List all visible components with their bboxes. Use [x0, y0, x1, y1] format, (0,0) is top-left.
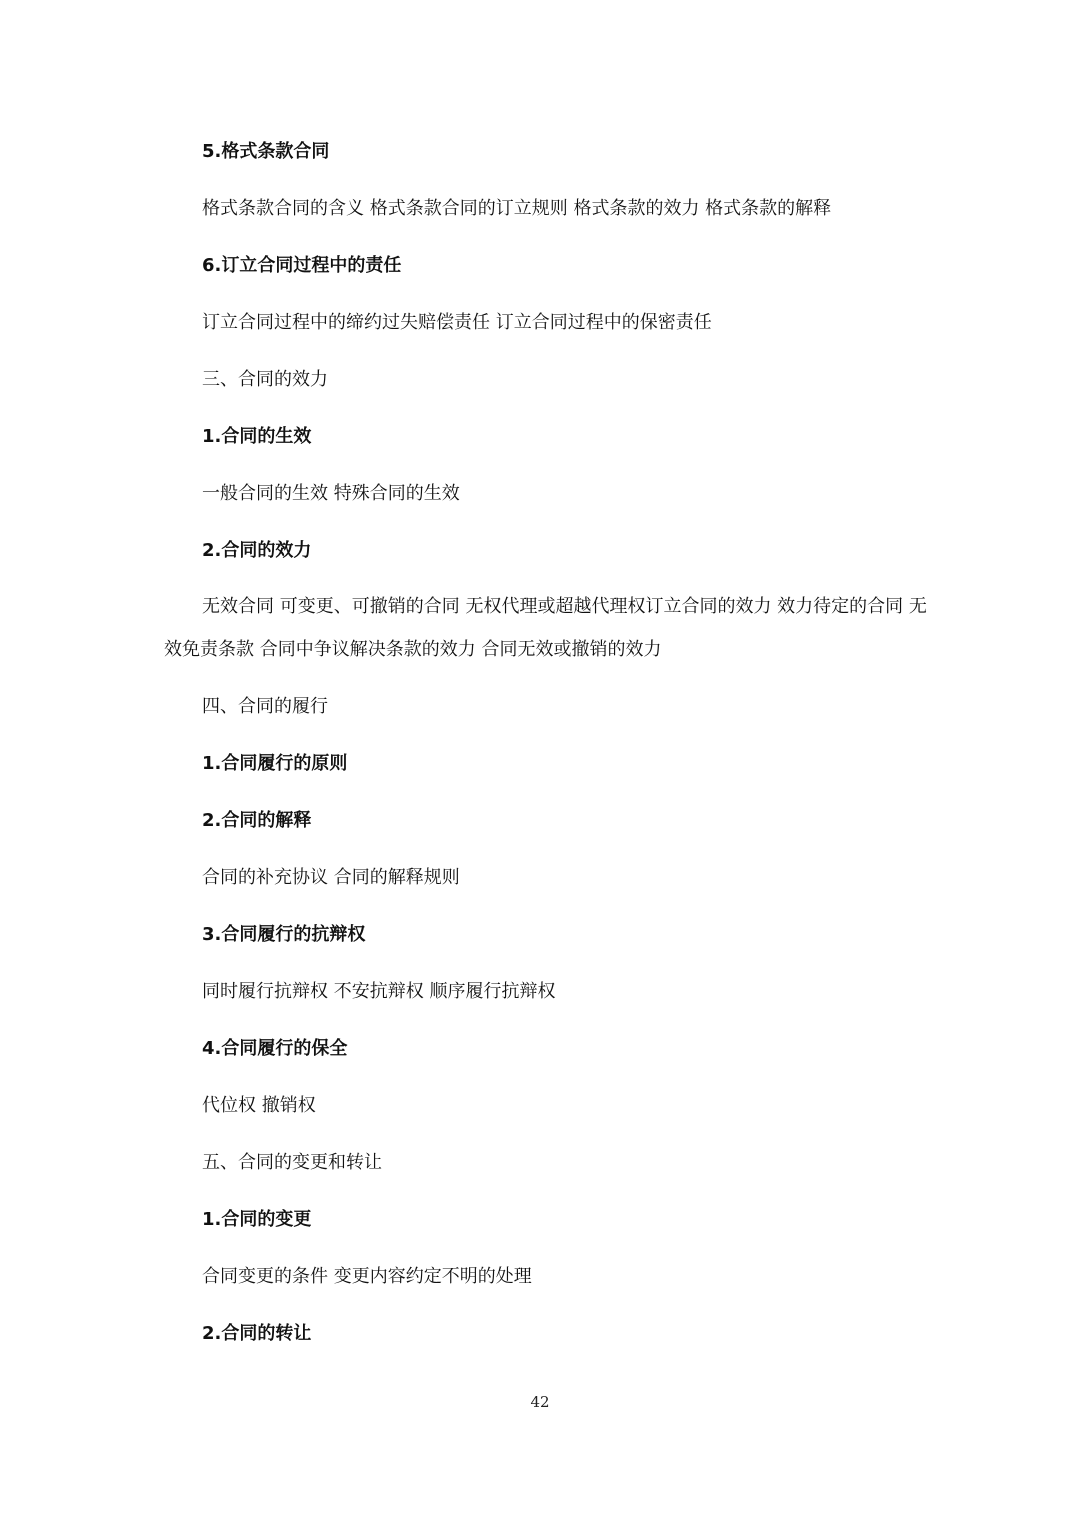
section-heading: 6.订立合同过程中的责任: [202, 255, 402, 276]
section-heading: 2.合同的转让: [202, 1323, 312, 1344]
section-heading: 4.合同履行的保全: [202, 1038, 348, 1059]
body-text: 合同变更的条件 变更内容约定不明的处理: [202, 1266, 532, 1287]
body-text: 代位权 撤销权: [202, 1095, 316, 1116]
body-text: 订立合同过程中的缔约过失赔偿责任 订立合同过程中的保密责任: [202, 312, 712, 333]
section-heading: 1.合同的生效: [202, 426, 312, 447]
section-heading: 3.合同履行的抗辩权: [202, 924, 366, 945]
body-paragraph: 无效合同 可变更、可撤销的合同 无权代理或超越代理权订立合同的效力 效力待定的合同 无效免责条款 合同中争议解决条款的效力 合同无效或撤销的效力: [164, 596, 927, 660]
chapter-heading: 三、合同的效力: [202, 369, 328, 390]
body-text: 合同的补充协议 合同的解释规则: [202, 867, 460, 888]
section-heading: 2.合同的效力: [202, 540, 312, 561]
section-heading: 5.格式条款合同: [202, 141, 330, 162]
section-heading: 1.合同履行的原则: [202, 753, 348, 774]
section-heading: 2.合同的解释: [202, 810, 312, 831]
body-text: 一般合同的生效 特殊合同的生效: [202, 483, 460, 504]
body-text: 格式条款合同的含义 格式条款合同的订立规则 格式条款的效力 格式条款的解释: [202, 198, 832, 219]
section-heading: 1.合同的变更: [202, 1209, 312, 1230]
body-text: 同时履行抗辩权 不安抗辩权 顺序履行抗辩权: [202, 981, 556, 1002]
chapter-heading: 五、合同的变更和转让: [202, 1152, 382, 1173]
page-number: 42: [530, 1393, 550, 1411]
chapter-heading: 四、合同的履行: [202, 696, 328, 717]
